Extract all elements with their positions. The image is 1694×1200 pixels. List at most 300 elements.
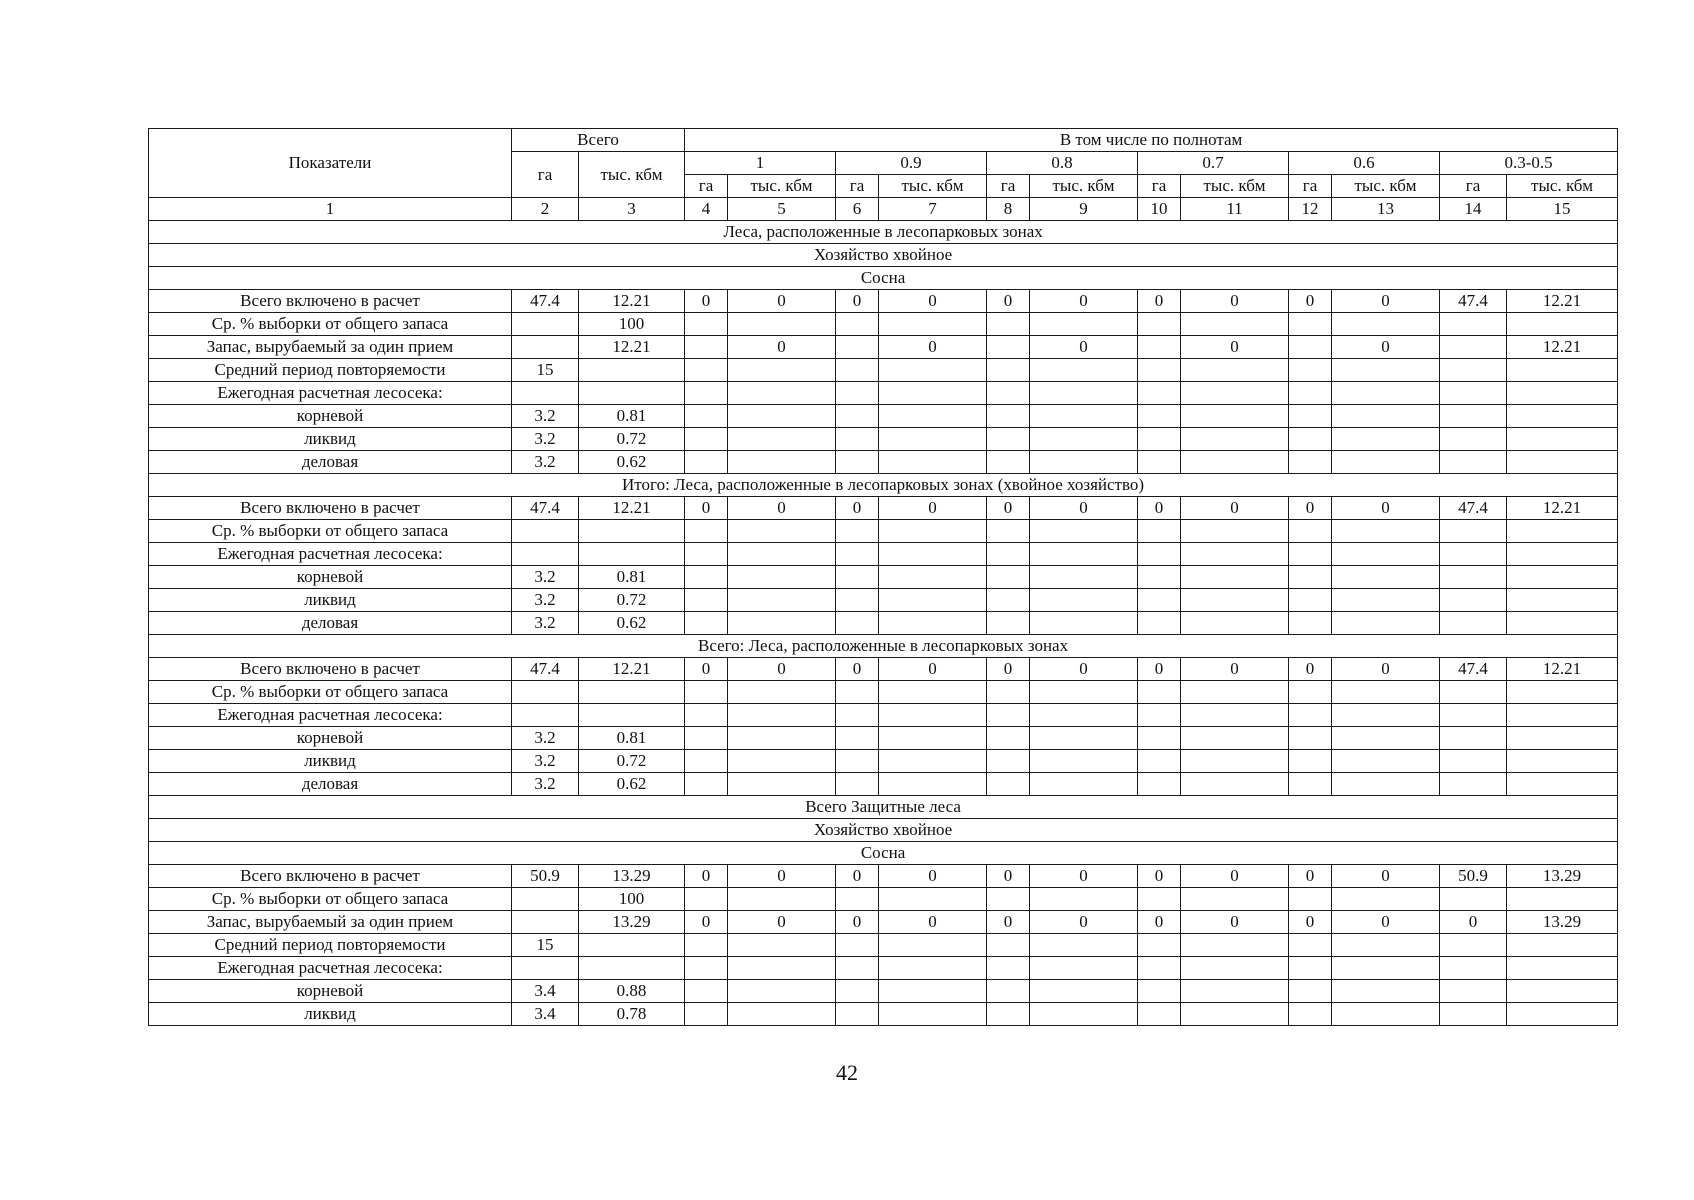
table-cell <box>836 980 879 1003</box>
table-cell <box>1138 428 1181 451</box>
table-cell <box>1507 382 1618 405</box>
row-label: Ср. % выборки от общего запаса <box>149 313 512 336</box>
table-cell: 0 <box>836 911 879 934</box>
table-row <box>149 911 1618 934</box>
table-row <box>149 681 1618 704</box>
table-cell <box>1289 543 1332 566</box>
table-row <box>149 313 1618 336</box>
table-cell <box>836 704 879 727</box>
table-cell: 0.81 <box>579 727 685 750</box>
table-cell: 0 <box>836 497 879 520</box>
column-number: 11 <box>1181 198 1289 221</box>
table-cell <box>879 934 987 957</box>
table-cell <box>728 704 836 727</box>
table-row <box>149 359 1618 382</box>
table-cell <box>1138 934 1181 957</box>
table-cell <box>728 451 836 474</box>
table-cell <box>1138 750 1181 773</box>
table-cell <box>1030 727 1138 750</box>
table-cell <box>1030 382 1138 405</box>
table-cell <box>728 980 836 1003</box>
table-cell: 0 <box>685 497 728 520</box>
table-cell <box>987 980 1030 1003</box>
table-cell <box>728 612 836 635</box>
table-cell <box>1030 704 1138 727</box>
table-cell: 0 <box>1030 658 1138 681</box>
table-cell <box>1507 980 1618 1003</box>
table-cell <box>1332 612 1440 635</box>
table-cell <box>1181 589 1289 612</box>
table-cell <box>1289 336 1332 359</box>
header-indicator: Показатели <box>149 129 512 198</box>
table-cell: 12.21 <box>1507 336 1618 359</box>
table-cell <box>879 773 987 796</box>
table-cell: 0 <box>1332 497 1440 520</box>
table-row <box>149 773 1618 796</box>
table-cell: 0 <box>685 290 728 313</box>
forest-allowance-table <box>148 128 1618 1026</box>
header-unit-ha: га <box>685 175 728 198</box>
table-cell <box>1181 957 1289 980</box>
table-cell <box>685 336 728 359</box>
table-cell: 0.62 <box>579 612 685 635</box>
table-cell: 0 <box>1289 865 1332 888</box>
table-cell <box>1289 888 1332 911</box>
table-cell <box>1289 750 1332 773</box>
header-density: 0.8 <box>987 152 1138 175</box>
table-cell: 0 <box>836 290 879 313</box>
table-cell: 0 <box>987 290 1030 313</box>
table-cell: 0 <box>728 497 836 520</box>
table-cell <box>987 888 1030 911</box>
header-total-vol: тыс. кбм <box>579 152 685 198</box>
table-cell: 0 <box>836 865 879 888</box>
column-number: 8 <box>987 198 1030 221</box>
section-row <box>149 796 1618 819</box>
table-cell <box>1181 1003 1289 1026</box>
row-label: Ежегодная расчетная лесосека: <box>149 704 512 727</box>
section-title: Сосна <box>149 842 1618 865</box>
row-label: Средний период повторяемости <box>149 934 512 957</box>
table-cell <box>1332 382 1440 405</box>
table-cell: 0.72 <box>579 428 685 451</box>
table-cell <box>879 980 987 1003</box>
table-cell <box>1332 566 1440 589</box>
table-cell: 15 <box>512 934 579 957</box>
table-cell <box>1332 405 1440 428</box>
table-cell: 0 <box>685 865 728 888</box>
table-cell <box>685 980 728 1003</box>
table-cell <box>579 359 685 382</box>
table-cell <box>1030 980 1138 1003</box>
table-cell <box>1138 451 1181 474</box>
table-cell <box>728 313 836 336</box>
row-label: корневой <box>149 727 512 750</box>
table-cell <box>1507 957 1618 980</box>
column-number: 15 <box>1507 198 1618 221</box>
table-row <box>149 865 1618 888</box>
table-cell <box>1138 589 1181 612</box>
table-cell: 0 <box>1332 911 1440 934</box>
table-cell <box>728 1003 836 1026</box>
table-cell <box>1332 681 1440 704</box>
table-cell: 47.4 <box>512 290 579 313</box>
table-cell <box>685 750 728 773</box>
table-cell: 3.2 <box>512 428 579 451</box>
table-cell <box>512 543 579 566</box>
table-cell <box>1440 359 1507 382</box>
table-cell <box>1507 681 1618 704</box>
table-cell <box>1507 612 1618 635</box>
column-number: 6 <box>836 198 879 221</box>
table-cell <box>1181 359 1289 382</box>
table-row <box>149 934 1618 957</box>
row-label: Всего включено в расчет <box>149 497 512 520</box>
table-cell <box>1332 520 1440 543</box>
table-cell <box>879 727 987 750</box>
table-cell <box>879 589 987 612</box>
table-cell <box>512 681 579 704</box>
table-cell <box>1289 382 1332 405</box>
table-cell <box>579 681 685 704</box>
table-cell <box>836 313 879 336</box>
table-cell <box>728 773 836 796</box>
table-cell <box>1507 451 1618 474</box>
header-unit-ha: га <box>1138 175 1181 198</box>
table-cell: 12.21 <box>579 336 685 359</box>
table-cell <box>512 957 579 980</box>
table-cell <box>1030 934 1138 957</box>
table-cell: 15 <box>512 359 579 382</box>
table-cell <box>1138 543 1181 566</box>
header-density: 0.3-0.5 <box>1440 152 1618 175</box>
table-cell <box>1030 520 1138 543</box>
table-cell: 13.29 <box>1507 865 1618 888</box>
table-cell <box>1030 957 1138 980</box>
table-cell <box>685 359 728 382</box>
section-row <box>149 267 1618 290</box>
table-header <box>149 129 1618 221</box>
table-cell <box>1440 957 1507 980</box>
table-cell: 12.21 <box>579 290 685 313</box>
header-density: 0.6 <box>1289 152 1440 175</box>
table-cell <box>685 727 728 750</box>
row-label: ликвид <box>149 1003 512 1026</box>
table-cell <box>1289 957 1332 980</box>
table-cell <box>1507 359 1618 382</box>
table-cell <box>1138 405 1181 428</box>
table-cell <box>836 451 879 474</box>
table-cell: 0 <box>1181 290 1289 313</box>
table-cell <box>685 520 728 543</box>
table-cell: 0 <box>685 911 728 934</box>
table-row <box>149 980 1618 1003</box>
table-cell <box>879 520 987 543</box>
table-cell <box>579 934 685 957</box>
header-total: Всего <box>512 129 685 152</box>
section-row <box>149 842 1618 865</box>
table-cell: 0 <box>728 865 836 888</box>
table-cell <box>579 382 685 405</box>
table-cell <box>1440 543 1507 566</box>
section-row <box>149 244 1618 267</box>
table-cell <box>1289 704 1332 727</box>
table-cell <box>1030 313 1138 336</box>
header-density: 0.9 <box>836 152 987 175</box>
table-cell <box>1332 589 1440 612</box>
header-unit-ha: га <box>836 175 879 198</box>
table-cell: 0 <box>987 911 1030 934</box>
row-label: Ср. % выборки от общего запаса <box>149 520 512 543</box>
table-cell <box>1332 1003 1440 1026</box>
table-cell <box>728 428 836 451</box>
table-cell <box>1030 750 1138 773</box>
table-cell <box>1030 543 1138 566</box>
table-row <box>149 543 1618 566</box>
table-row <box>149 612 1618 635</box>
row-label: Средний период повторяемости <box>149 359 512 382</box>
section-row <box>149 474 1618 497</box>
table-cell: 0 <box>879 497 987 520</box>
row-label: Ежегодная расчетная лесосека: <box>149 382 512 405</box>
table-cell <box>512 911 579 934</box>
table-cell: 0 <box>879 911 987 934</box>
column-number: 3 <box>579 198 685 221</box>
table-cell <box>987 934 1030 957</box>
table-cell <box>512 313 579 336</box>
table-cell <box>728 520 836 543</box>
header-unit-ha: га <box>1440 175 1507 198</box>
table-row <box>149 566 1618 589</box>
table-cell <box>879 428 987 451</box>
table-cell: 3.2 <box>512 727 579 750</box>
table-cell <box>685 589 728 612</box>
table-cell <box>836 359 879 382</box>
table-cell <box>987 313 1030 336</box>
table-cell <box>1181 543 1289 566</box>
table-cell: 0 <box>1030 290 1138 313</box>
table-cell <box>1030 451 1138 474</box>
table-cell <box>1440 382 1507 405</box>
header-unit-vol: тыс. кбм <box>1507 175 1618 198</box>
table-cell: 47.4 <box>1440 658 1507 681</box>
table-cell: 0 <box>1030 336 1138 359</box>
table-cell <box>1138 727 1181 750</box>
table-cell <box>1440 980 1507 1003</box>
table-cell <box>1030 681 1138 704</box>
table-cell: 13.29 <box>1507 911 1618 934</box>
section-row <box>149 819 1618 842</box>
table-cell <box>1138 359 1181 382</box>
column-number: 9 <box>1030 198 1138 221</box>
table-row <box>149 704 1618 727</box>
table-cell <box>728 382 836 405</box>
table-cell <box>512 704 579 727</box>
table-cell <box>1507 589 1618 612</box>
table-cell <box>728 589 836 612</box>
table-cell <box>685 313 728 336</box>
table-cell <box>728 566 836 589</box>
table-cell <box>1332 359 1440 382</box>
table-cell: 0 <box>1289 497 1332 520</box>
table-cell <box>1289 727 1332 750</box>
table-cell <box>1332 934 1440 957</box>
table-cell <box>685 428 728 451</box>
table-cell: 0 <box>728 911 836 934</box>
table-cell: 0 <box>987 865 1030 888</box>
table-cell <box>879 612 987 635</box>
row-label: ликвид <box>149 589 512 612</box>
section-title: Хозяйство хвойное <box>149 819 1618 842</box>
table-cell: 0 <box>1332 658 1440 681</box>
table-cell <box>685 888 728 911</box>
table-cell <box>1181 727 1289 750</box>
table-cell <box>1138 612 1181 635</box>
table-cell <box>1332 773 1440 796</box>
table-cell: 12.21 <box>579 658 685 681</box>
table-cell <box>1289 451 1332 474</box>
table-cell: 3.2 <box>512 750 579 773</box>
table-cell <box>685 382 728 405</box>
table-cell <box>879 1003 987 1026</box>
row-label: ликвид <box>149 428 512 451</box>
table-cell <box>987 727 1030 750</box>
table-cell <box>987 520 1030 543</box>
table-cell <box>1030 773 1138 796</box>
header-unit-vol: тыс. кбм <box>1181 175 1289 198</box>
table-cell <box>987 451 1030 474</box>
table-cell <box>1440 934 1507 957</box>
table-cell <box>512 520 579 543</box>
table-row <box>149 290 1618 313</box>
table-cell <box>987 773 1030 796</box>
table-cell <box>1181 612 1289 635</box>
section-title: Леса, расположенные в лесопарковых зонах <box>149 221 1618 244</box>
table-cell: 12.21 <box>1507 497 1618 520</box>
table-cell <box>1289 566 1332 589</box>
section-title: Итого: Леса, расположенные в лесопарковых зонах (хвойное хозяйство) <box>149 474 1618 497</box>
table-cell <box>685 566 728 589</box>
table-cell <box>1507 727 1618 750</box>
table-row <box>149 888 1618 911</box>
row-label: Ср. % выборки от общего запаса <box>149 888 512 911</box>
table-cell <box>879 405 987 428</box>
table-cell: 0 <box>1138 497 1181 520</box>
table-cell: 0 <box>1138 865 1181 888</box>
table-row <box>149 451 1618 474</box>
table-cell <box>1440 1003 1507 1026</box>
table-cell <box>836 681 879 704</box>
table-cell: 13.29 <box>579 911 685 934</box>
table-cell <box>1181 934 1289 957</box>
table-body <box>149 221 1618 1026</box>
table-cell <box>1289 313 1332 336</box>
table-cell: 3.4 <box>512 980 579 1003</box>
table-cell <box>728 888 836 911</box>
table-cell <box>1507 428 1618 451</box>
table-cell <box>1507 520 1618 543</box>
table-cell <box>728 405 836 428</box>
table-cell <box>728 957 836 980</box>
column-number: 2 <box>512 198 579 221</box>
table-cell <box>728 750 836 773</box>
table-cell <box>836 1003 879 1026</box>
header-unit-ha: га <box>987 175 1030 198</box>
table-cell <box>579 543 685 566</box>
table-cell <box>1181 451 1289 474</box>
table-cell <box>1030 359 1138 382</box>
table-cell: 0 <box>1138 911 1181 934</box>
column-number: 4 <box>685 198 728 221</box>
table-cell <box>1332 543 1440 566</box>
table-cell <box>1440 589 1507 612</box>
table-cell <box>728 934 836 957</box>
table-cell <box>1332 313 1440 336</box>
table-cell: 13.29 <box>579 865 685 888</box>
table-cell <box>1030 888 1138 911</box>
table-cell <box>1440 336 1507 359</box>
table-cell <box>685 934 728 957</box>
table-row <box>149 750 1618 773</box>
table-cell <box>1332 957 1440 980</box>
row-label: Всего включено в расчет <box>149 658 512 681</box>
table-cell <box>1332 888 1440 911</box>
table-cell <box>836 957 879 980</box>
table-cell: 47.4 <box>1440 497 1507 520</box>
table-row <box>149 957 1618 980</box>
table-cell <box>1440 681 1507 704</box>
table-cell <box>685 773 728 796</box>
table-cell <box>1030 589 1138 612</box>
table-cell: 47.4 <box>1440 290 1507 313</box>
table-cell <box>1289 773 1332 796</box>
table-cell <box>1289 934 1332 957</box>
table-row <box>149 382 1618 405</box>
table-cell: 0 <box>987 497 1030 520</box>
header-unit-ha: га <box>1289 175 1332 198</box>
table-cell <box>1507 405 1618 428</box>
table-cell <box>987 543 1030 566</box>
table-cell <box>1332 451 1440 474</box>
table-cell <box>1440 612 1507 635</box>
table-cell <box>685 1003 728 1026</box>
table-cell <box>1138 336 1181 359</box>
table-cell: 0 <box>1181 865 1289 888</box>
table-cell: 0.81 <box>579 566 685 589</box>
table-cell <box>1181 980 1289 1003</box>
table-cell <box>1507 543 1618 566</box>
table-cell: 0 <box>1138 290 1181 313</box>
table-row <box>149 336 1618 359</box>
table-cell <box>1440 888 1507 911</box>
table-cell <box>836 934 879 957</box>
table-cell <box>1507 1003 1618 1026</box>
table-cell <box>879 704 987 727</box>
table-cell: 0.62 <box>579 451 685 474</box>
table-cell <box>1030 1003 1138 1026</box>
table-cell <box>1289 589 1332 612</box>
table-cell <box>987 405 1030 428</box>
table-cell <box>1332 727 1440 750</box>
table-cell: 12.21 <box>1507 658 1618 681</box>
table-cell <box>685 704 728 727</box>
row-label: Ср. % выборки от общего запаса <box>149 681 512 704</box>
table-cell: 0.72 <box>579 750 685 773</box>
table-cell <box>836 336 879 359</box>
row-label: Всего включено в расчет <box>149 865 512 888</box>
table-cell <box>1138 1003 1181 1026</box>
table-row <box>149 658 1618 681</box>
